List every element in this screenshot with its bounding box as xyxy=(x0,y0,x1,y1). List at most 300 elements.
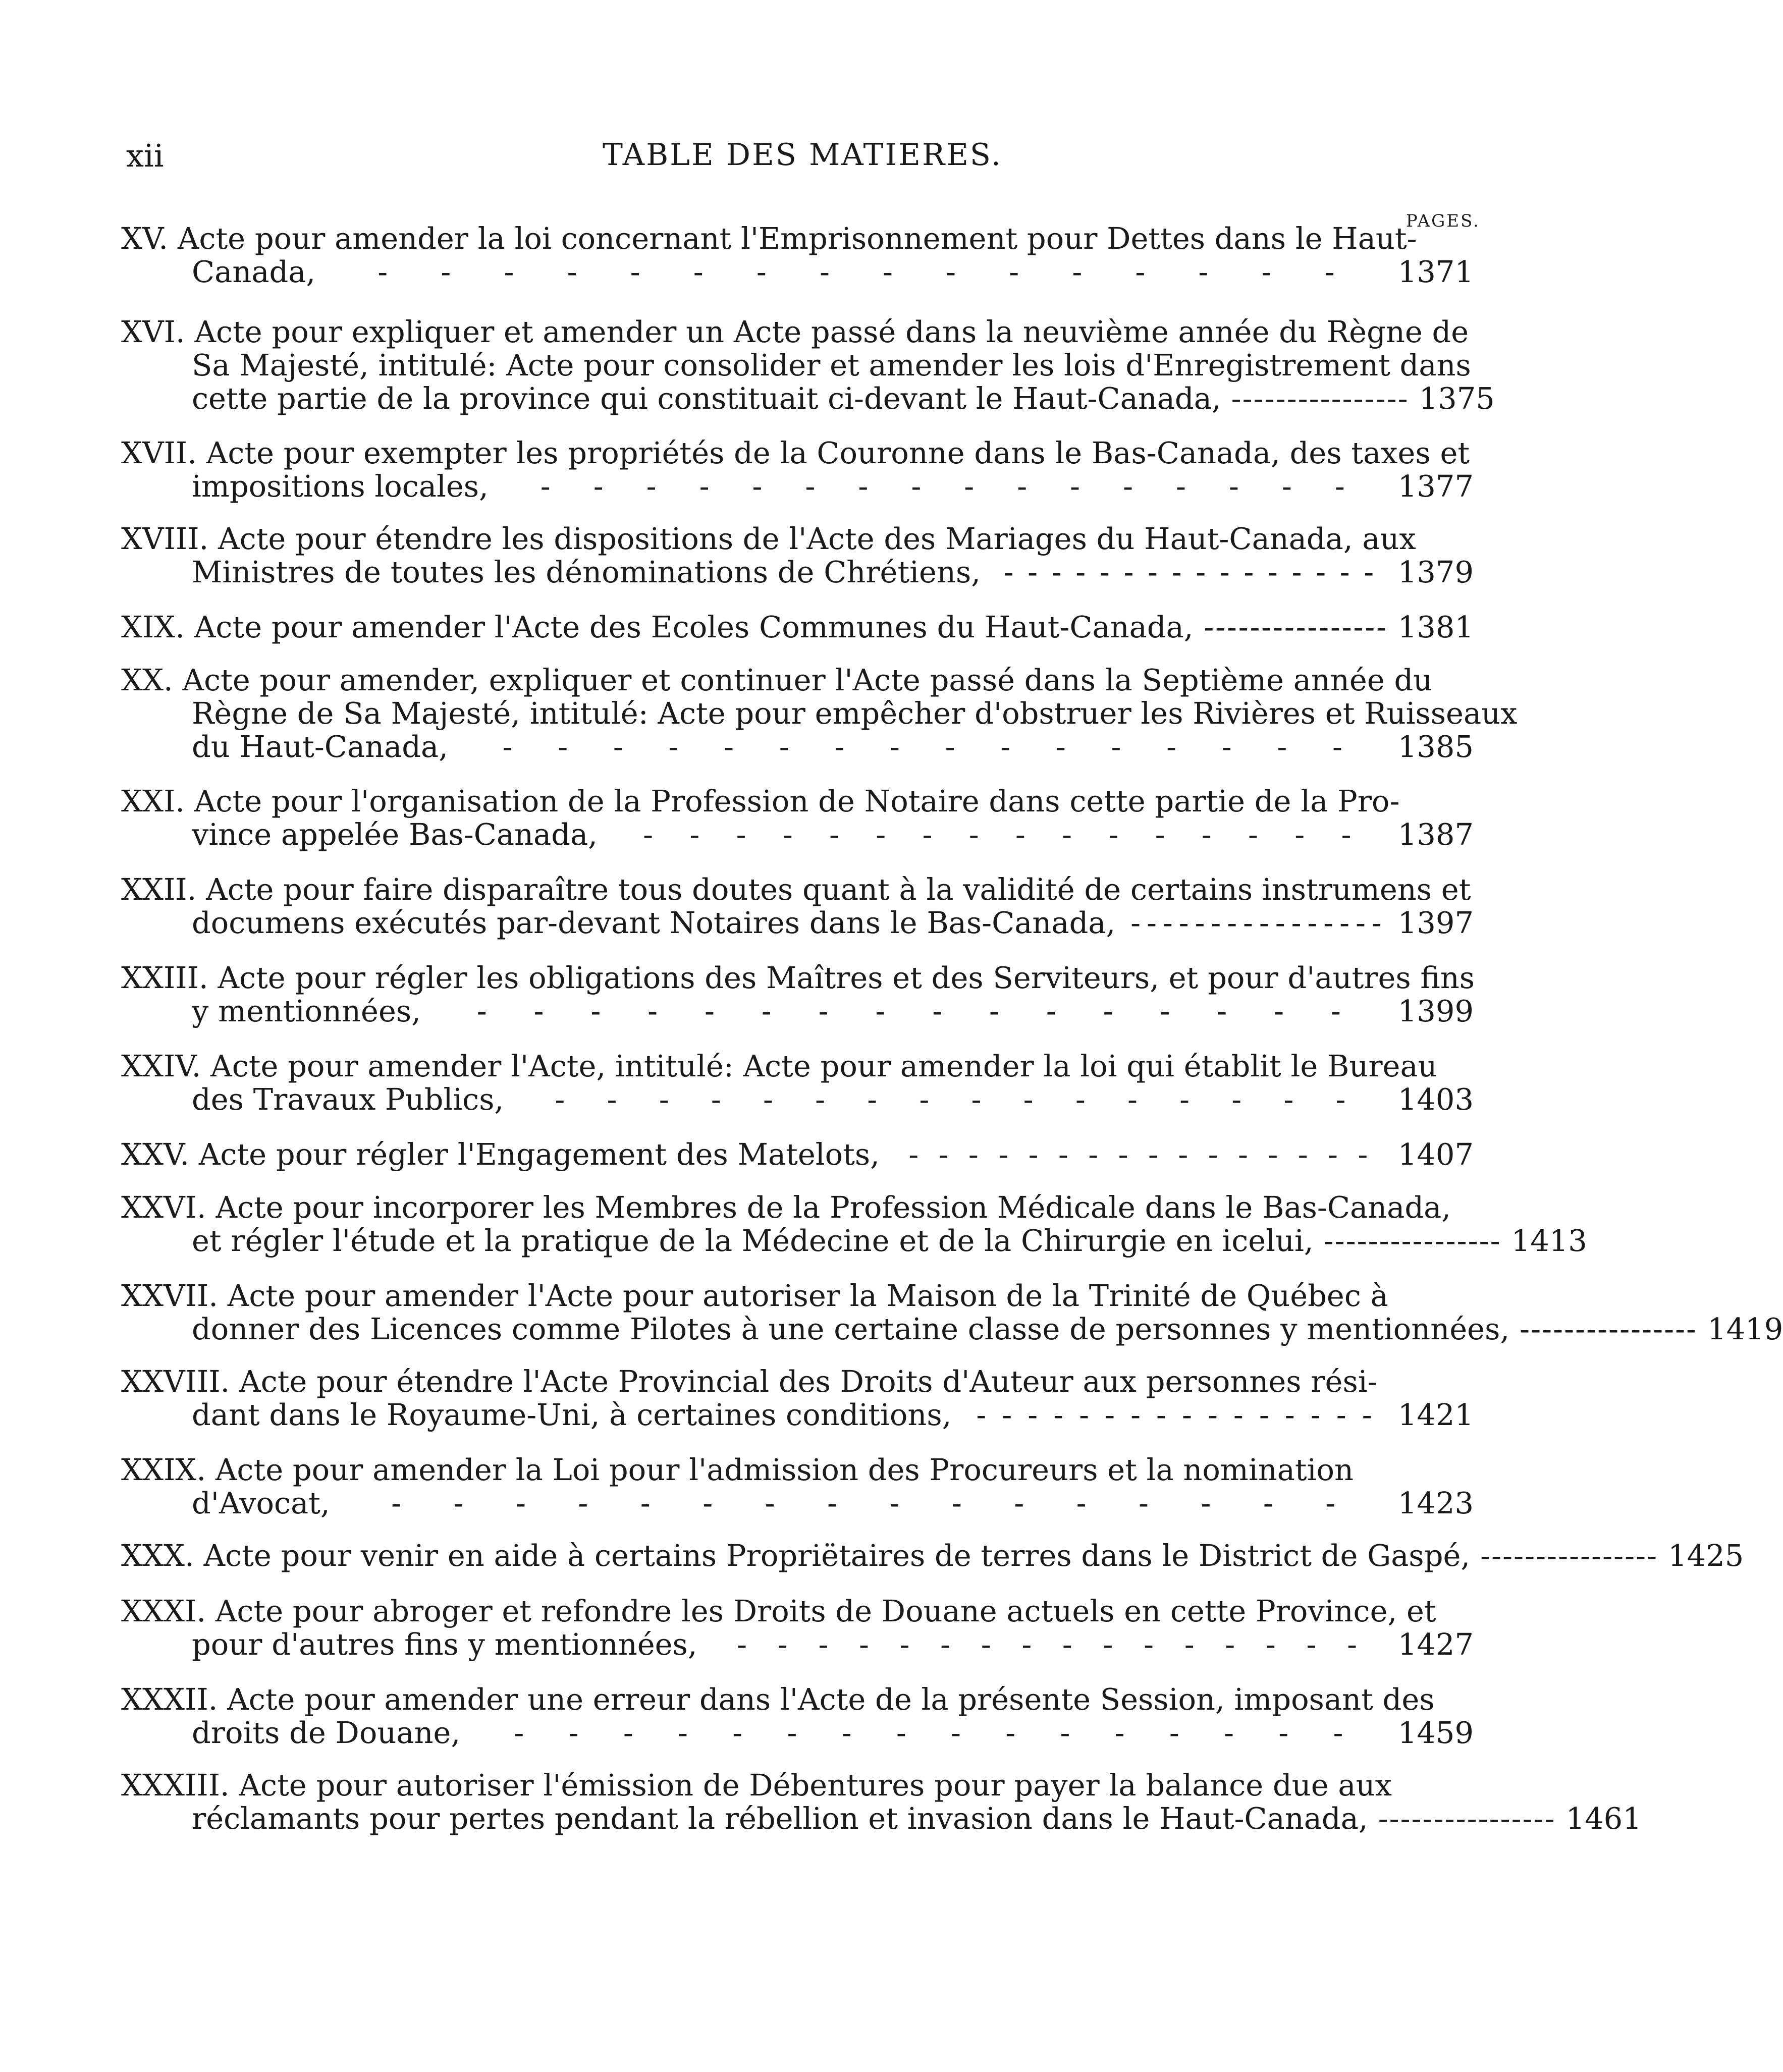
leader-dash: - xyxy=(1219,555,1230,589)
leader-dash: - xyxy=(1259,905,1269,940)
leader-dash: - xyxy=(1217,994,1227,1028)
leader-dash: - xyxy=(908,1137,919,1172)
leader-dash: - xyxy=(989,994,999,1028)
leader-dash: - xyxy=(643,817,654,852)
leader-dash: - xyxy=(1533,1801,1544,1836)
leader-dash: - xyxy=(964,469,975,504)
leader-dash: - xyxy=(1264,381,1275,416)
leader-dash: - xyxy=(1114,1715,1125,1750)
page-number[interactable]: 1461 xyxy=(1565,1801,1642,1836)
leader-dash: - xyxy=(858,1627,869,1662)
dot-leader xyxy=(504,1083,1398,1116)
leader-dash: - xyxy=(1169,1715,1179,1750)
leader-dash: - xyxy=(593,469,604,504)
leader-dash: - xyxy=(819,254,830,289)
entry-title-line: Acte pour faire disparaître tous doutes quant à la validité de certains instrumens et xyxy=(206,872,1471,907)
leader-dash: - xyxy=(1053,1397,1064,1432)
leader-dash: - xyxy=(945,729,955,764)
leader-dash: - xyxy=(1181,1397,1192,1432)
leader-dash: - xyxy=(1467,1801,1477,1836)
leader-dash: - xyxy=(896,1715,906,1750)
chapter-number: XXIV. xyxy=(121,1049,211,1083)
leader-dash: - xyxy=(647,994,658,1028)
leader-dash: - xyxy=(1211,905,1221,940)
leader-dash: - xyxy=(1480,1538,1491,1573)
toc-entry[interactable] xyxy=(121,611,1474,644)
entry-last-line xyxy=(121,1398,1474,1432)
leader-dash: - xyxy=(1336,1397,1346,1432)
page-number[interactable]: 1407 xyxy=(1397,1137,1474,1172)
entry-last-line xyxy=(121,730,1474,764)
entry-first-line xyxy=(121,1279,1474,1313)
leader-dash: - xyxy=(736,817,746,852)
leader-dash: - xyxy=(1389,1801,1399,1836)
leader-dash: - xyxy=(1386,381,1397,416)
leader-dash: - xyxy=(1228,469,1239,504)
page-number[interactable]: 1423 xyxy=(1397,1486,1474,1520)
leader-dash: - xyxy=(1268,1137,1278,1172)
entry-title-line: Acte pour amender la Loi pour l'admission des Procureurs et la nomination xyxy=(215,1452,1354,1487)
leader-dash: - xyxy=(938,1137,949,1172)
dot-leader xyxy=(598,818,1398,851)
leader-dash: - xyxy=(1284,610,1294,644)
dot-leader xyxy=(489,470,1398,503)
chapter-number: XXIII. xyxy=(121,960,218,995)
leader-dash: - xyxy=(1675,1312,1686,1346)
leader-dash: - xyxy=(1003,555,1014,589)
leader-dash: - xyxy=(1283,1082,1294,1117)
leader-dash: - xyxy=(1198,254,1209,289)
leader-dash: - xyxy=(1201,817,1212,852)
leader-dash: - xyxy=(1310,1397,1321,1432)
leader-dash: - xyxy=(1295,610,1306,644)
entry-title-line: Acte pour amender la loi concernant l'Emprisonnement pour Dettes dans le Haut- xyxy=(177,221,1417,256)
leader-dash: - xyxy=(1275,905,1285,940)
leader-dash: - xyxy=(1444,1801,1455,1836)
leader-dash: - xyxy=(1345,1223,1356,1258)
leader-dash: - xyxy=(1146,905,1157,940)
leader-dash: - xyxy=(1105,1397,1115,1432)
leader-dash: - xyxy=(1522,1801,1533,1836)
leader-dash: - xyxy=(805,469,816,504)
leader-dash: - xyxy=(1055,729,1066,764)
leader-dash: - xyxy=(1531,1312,1541,1346)
entry-title-line: Acte pour expliquer et amender un Acte passé dans la neuvième année du Règne de xyxy=(194,314,1469,349)
page-number[interactable]: 1387 xyxy=(1397,817,1474,852)
leader-dash: - xyxy=(1379,1223,1389,1258)
leader-dash: - xyxy=(834,729,845,764)
page-number[interactable]: 1399 xyxy=(1397,994,1474,1028)
entry-title-line: Acte pour amender l'Acte pour autoriser la Maison de la Trinité de Québec à xyxy=(227,1278,1388,1313)
leader-dash: - xyxy=(1586,1312,1597,1346)
entry-first-line xyxy=(121,1683,1474,1716)
leader-dash: - xyxy=(1072,254,1083,289)
leader-dash: - xyxy=(1226,610,1237,644)
leader-dash: - xyxy=(1434,1223,1445,1258)
page-number[interactable]: 1375 xyxy=(1419,381,1495,416)
leader-dash: - xyxy=(1298,381,1308,416)
leader-dash: - xyxy=(1250,610,1260,644)
toc-entry[interactable] xyxy=(121,314,1495,416)
entry-title-end: du Haut-Canada, xyxy=(192,729,448,764)
toc-entry[interactable] xyxy=(121,1050,1474,1116)
leader-dash: - xyxy=(1339,555,1350,589)
leader-dash: - xyxy=(1491,1538,1502,1573)
leader-dash: - xyxy=(590,994,601,1028)
leader-dash: - xyxy=(1330,610,1340,644)
chapter-number: XXVII. xyxy=(121,1278,228,1313)
running-title: TABLE DES MATIERES. xyxy=(603,137,1002,173)
folio-number: xii xyxy=(126,137,164,174)
leader-dash: - xyxy=(976,1397,987,1432)
entry-last-line xyxy=(121,1083,1474,1116)
leader-dash: - xyxy=(441,254,451,289)
leader-dash: - xyxy=(1376,610,1386,644)
leader-dash: - xyxy=(689,817,700,852)
leader-dash: - xyxy=(1196,555,1206,589)
leader-dash: - xyxy=(1051,555,1062,589)
page-number[interactable]: 1377 xyxy=(1397,469,1474,504)
entry-title-line: Acte pour amender l'Acte, intitulé: Acte pour amender la loi qui établit le Bureau xyxy=(210,1049,1437,1083)
leader-dash: - xyxy=(867,1082,878,1117)
leader-dash: - xyxy=(1339,905,1350,940)
leader-dash: - xyxy=(1273,610,1283,644)
entry-last-line xyxy=(121,1716,1474,1750)
leader-dash: - xyxy=(1238,610,1249,644)
entry-title-end: impositions locales, xyxy=(192,469,489,504)
leader-dash: - xyxy=(1332,729,1342,764)
leader-dash: - xyxy=(1401,1223,1412,1258)
entry-title-line: Acte pour étendre l'Acte Provincial des Droits d'Auteur aux personnes rési- xyxy=(239,1364,1378,1399)
leader-dash: - xyxy=(555,1082,565,1117)
leader-dash: - xyxy=(1118,1137,1128,1172)
leader-dash: - xyxy=(1514,1538,1524,1573)
dot-leader xyxy=(448,730,1398,764)
leader-dash: - xyxy=(1155,817,1165,852)
entry-middle-line: Règne de Sa Majesté, intitulé: Acte pour empêcher d'obstruer les Rivières et Ruisseaux xyxy=(192,696,1518,731)
leader-dash: - xyxy=(1619,1312,1630,1346)
leader-dash: - xyxy=(919,1082,930,1117)
leader-dash: - xyxy=(932,994,943,1028)
chapter-number: XXV. xyxy=(121,1137,199,1172)
chapter-number: XV. xyxy=(121,221,178,256)
leader-dash: - xyxy=(1130,1397,1141,1432)
leader-dash: - xyxy=(1330,994,1341,1028)
leader-dash: - xyxy=(1286,381,1297,416)
leader-dash: - xyxy=(1478,1801,1488,1836)
chapter-number: XXXI. xyxy=(121,1594,215,1628)
leader-dash: - xyxy=(613,729,623,764)
leader-dash: - xyxy=(1368,1223,1378,1258)
leader-dash: - xyxy=(889,729,900,764)
leader-dash: - xyxy=(1378,1801,1388,1836)
leader-dash: - xyxy=(1324,254,1335,289)
toc-entry[interactable] xyxy=(121,1538,1744,1573)
leader-dash: - xyxy=(1686,1312,1697,1346)
leader-dash: - xyxy=(1148,555,1158,589)
leader-dash: - xyxy=(1278,1715,1289,1750)
leader-dash: - xyxy=(1215,610,1226,644)
entry-last-line xyxy=(121,1628,1474,1661)
page-number[interactable]: 1413 xyxy=(1511,1223,1587,1258)
toc-entry[interactable] xyxy=(121,437,1474,503)
leader-dash: - xyxy=(968,1137,979,1172)
leader-dash: - xyxy=(1267,555,1278,589)
dot-leader xyxy=(981,556,1398,589)
entry-title-end: des Travaux Publics, xyxy=(192,1082,504,1117)
leader-dash: - xyxy=(818,1627,829,1662)
leader-dash: - xyxy=(946,254,956,289)
leader-dash: - xyxy=(476,994,487,1028)
leader-dash: - xyxy=(1412,1223,1423,1258)
entry-last-line xyxy=(121,1223,1587,1258)
entry-title-end: y mentionnées, xyxy=(192,994,421,1028)
leader-dash: - xyxy=(567,254,577,289)
leader-dash: - xyxy=(1281,469,1292,504)
entry-first-line xyxy=(121,1050,1474,1083)
leader-dash: - xyxy=(630,254,640,289)
entry-first-line xyxy=(121,222,1474,255)
leader-dash: - xyxy=(858,469,869,504)
toc-entry[interactable] xyxy=(121,663,1518,764)
leader-dash: - xyxy=(1201,1486,1211,1520)
leader-dash: - xyxy=(1479,1223,1489,1258)
page-number[interactable]: 1419 xyxy=(1707,1312,1783,1346)
leader-dash: - xyxy=(1325,1486,1336,1520)
leader-dash: - xyxy=(1111,729,1121,764)
toc-entry[interactable] xyxy=(121,522,1474,589)
leader-dash: - xyxy=(1580,1538,1591,1573)
leader-dash: - xyxy=(703,1486,713,1520)
entry-last-line xyxy=(121,995,1474,1028)
page-number[interactable]: 1379 xyxy=(1397,555,1474,589)
leader-dash: - xyxy=(1244,555,1254,589)
dot-leader xyxy=(951,1398,1397,1432)
leader-dash: - xyxy=(1375,381,1386,416)
leader-dash: - xyxy=(883,254,893,289)
leader-dash: - xyxy=(1333,1715,1343,1750)
leader-dash: - xyxy=(889,1486,900,1520)
chapter-number: XXXII. xyxy=(121,1682,228,1717)
leader-dash: - xyxy=(578,1486,588,1520)
page-number[interactable]: 1381 xyxy=(1397,610,1474,644)
entry-title-end: d'Avocat, xyxy=(192,1486,330,1520)
leader-dash: - xyxy=(1536,1538,1546,1573)
leader-dash: - xyxy=(1062,1627,1072,1662)
toc-entry[interactable] xyxy=(121,1365,1474,1432)
leader-dash: - xyxy=(1139,1486,1149,1520)
toc-entry[interactable] xyxy=(121,873,1474,940)
leader-dash: - xyxy=(1009,254,1019,289)
toc-entry[interactable] xyxy=(121,1683,1474,1750)
leader-dash: - xyxy=(1323,1223,1334,1258)
leader-dash: - xyxy=(782,817,793,852)
leader-dash: - xyxy=(1653,1312,1663,1346)
leader-dash: - xyxy=(841,1715,852,1750)
leader-dash: - xyxy=(607,1082,617,1117)
leader-dash: - xyxy=(1075,1082,1086,1117)
pages-column-label: PAGES. xyxy=(1406,211,1480,231)
toc-entry[interactable] xyxy=(121,1595,1474,1661)
leader-dash: - xyxy=(1544,1801,1555,1836)
leader-dash: - xyxy=(968,817,979,852)
leader-dash: - xyxy=(1309,381,1319,416)
leader-dash: - xyxy=(1636,1538,1646,1573)
leader-dash: - xyxy=(1103,1627,1113,1662)
leader-dash: - xyxy=(1204,610,1214,644)
leader-dash: - xyxy=(724,729,734,764)
entry-first-line xyxy=(121,315,1474,349)
entry-title-end: droits de Douane, xyxy=(192,1715,461,1750)
page-number[interactable]: 1421 xyxy=(1397,1397,1474,1432)
leader-dash: - xyxy=(1208,1137,1218,1172)
entry-title-end: Acte pour régler l'Engagement des Matelots, xyxy=(198,1137,880,1172)
leader-dash: - xyxy=(391,1486,402,1520)
entry-title-end: Ministres de toutes les dénominations de Chrétiens, xyxy=(192,555,981,589)
toc-entry[interactable] xyxy=(121,222,1474,289)
entry-last-line xyxy=(121,1801,1642,1836)
leader-dash: - xyxy=(1070,469,1080,504)
toc-entry[interactable] xyxy=(121,785,1474,851)
entry-last-line xyxy=(121,470,1474,503)
leader-dash: - xyxy=(1353,381,1364,416)
leader-dash: - xyxy=(1323,905,1334,940)
leader-dash: - xyxy=(1371,905,1382,940)
entry-last-line xyxy=(121,1487,1474,1520)
entry-middle-line: Sa Majesté, intitulé: Acte pour consolider et amender les lois d'Enregistrement dans xyxy=(192,348,1471,383)
entry-title-end: réclamants pour pertes pendant la rébellion et invasion dans le Haut-Canada, xyxy=(192,1801,1368,1836)
leader-dash: - xyxy=(568,1715,579,1750)
dot-leader xyxy=(880,1138,1398,1171)
leader-dash: - xyxy=(1511,1801,1522,1836)
leader-dash: - xyxy=(1298,1137,1308,1172)
leader-dash: - xyxy=(1195,905,1205,940)
leader-dash: - xyxy=(1144,1627,1154,1662)
leader-dash: - xyxy=(1046,994,1056,1028)
leader-dash: - xyxy=(1231,381,1241,416)
leader-dash: - xyxy=(951,1715,961,1750)
leader-dash: - xyxy=(1284,1397,1295,1432)
entry-title-line: Acte pour incorporer les Membres de la Profession Médicale dans le Bas-Canada, xyxy=(215,1190,1451,1225)
page-number[interactable]: 1371 xyxy=(1397,254,1474,289)
leader-dash: - xyxy=(1423,1223,1434,1258)
chapter-number: XXXIII. xyxy=(121,1768,239,1803)
leader-dash: - xyxy=(540,469,551,504)
leader-dash: - xyxy=(761,994,772,1028)
toc-entry[interactable] xyxy=(121,1453,1474,1520)
leader-dash: - xyxy=(1411,1801,1422,1836)
leader-dash: - xyxy=(1456,1223,1467,1258)
leader-dash: - xyxy=(1062,817,1072,852)
leader-dash: - xyxy=(777,1627,788,1662)
leader-dash: - xyxy=(899,1627,910,1662)
leader-dash: - xyxy=(1076,1486,1087,1520)
leader-dash: - xyxy=(1015,817,1025,852)
leader-dash: - xyxy=(693,254,704,289)
entry-title-line: Acte pour étendre les dispositions de l'Acte des Mariages du Haut-Canada, aux xyxy=(218,521,1416,556)
leader-dash: - xyxy=(1099,555,1110,589)
leader-dash: - xyxy=(1502,1538,1513,1573)
leader-dash: - xyxy=(1274,994,1284,1028)
entry-first-line xyxy=(121,664,1474,697)
page-number[interactable]: 1385 xyxy=(1397,729,1474,764)
toc-entry[interactable] xyxy=(121,1768,1642,1836)
leader-dash: - xyxy=(1647,1538,1657,1573)
leader-dash: - xyxy=(1058,1137,1068,1172)
entry-title-line: Acte pour amender, expliquer et continuer l'Acte passé dans la Septième année du xyxy=(182,663,1433,697)
leader-dash: - xyxy=(940,1627,951,1662)
leader-dash: - xyxy=(1490,1223,1500,1258)
leader-dash: - xyxy=(1248,817,1258,852)
toc-entry[interactable] xyxy=(121,1138,1474,1171)
entry-first-line xyxy=(121,873,1474,906)
leader-dash: - xyxy=(1334,469,1345,504)
page-number[interactable]: 1425 xyxy=(1668,1538,1744,1573)
leader-dash: - xyxy=(1017,469,1028,504)
leader-dash: - xyxy=(1075,555,1086,589)
leader-dash: - xyxy=(1130,905,1141,940)
leader-dash: - xyxy=(1347,1627,1357,1662)
entry-title-end: Acte pour venir en aide à certains Propriëtaires de terres dans le District de Gaspé, xyxy=(203,1538,1471,1573)
leader-dash: - xyxy=(1103,994,1113,1028)
leader-dash: - xyxy=(646,469,657,504)
dot-leader xyxy=(1470,1539,1668,1572)
entry-last-line xyxy=(121,255,1474,289)
entry-last-line xyxy=(121,381,1495,416)
entry-first-line xyxy=(121,1191,1474,1224)
leader-dash: - xyxy=(1023,1082,1034,1117)
leader-dash: - xyxy=(1156,1397,1166,1432)
page-number[interactable]: 1459 xyxy=(1397,1715,1474,1750)
leader-dash: - xyxy=(1160,994,1170,1028)
leader-dash: - xyxy=(1000,729,1011,764)
entry-first-line xyxy=(121,1453,1474,1487)
chapter-number: XVIII. xyxy=(121,521,219,556)
leader-dash: - xyxy=(1328,1137,1338,1172)
leader-dash: - xyxy=(1028,1137,1039,1172)
leader-dash: - xyxy=(1631,1312,1641,1346)
leader-dash: - xyxy=(1335,1082,1346,1117)
leader-dash: - xyxy=(1320,381,1330,416)
entry-title-end: dant dans le Royaume-Uni, à certaines conditions, xyxy=(192,1397,952,1432)
page-number[interactable]: 1397 xyxy=(1397,905,1474,940)
dot-leader xyxy=(421,995,1398,1028)
toc-entry[interactable] xyxy=(121,1190,1587,1258)
toc-entry[interactable] xyxy=(121,1278,1783,1346)
page-number[interactable]: 1403 xyxy=(1397,1082,1474,1117)
leader-dash: - xyxy=(699,469,710,504)
leader-dash: - xyxy=(1176,469,1186,504)
entry-last-line xyxy=(121,1312,1783,1346)
leader-dash: - xyxy=(1028,1397,1038,1432)
entry-title-end: pour d'autres fins y mentionnées, xyxy=(192,1627,697,1662)
chapter-number: XXI. xyxy=(121,784,194,819)
leader-dash: - xyxy=(1455,1801,1466,1836)
chapter-number: XXIX. xyxy=(121,1452,215,1487)
toc-entry[interactable] xyxy=(121,961,1474,1028)
leader-dash: - xyxy=(678,1715,688,1750)
leader-dash: - xyxy=(1221,729,1232,764)
leader-dash: - xyxy=(875,994,886,1028)
chapter-number: XIX. xyxy=(121,610,194,644)
chapter-number: XXX. xyxy=(121,1538,204,1573)
leader-dash: - xyxy=(1224,1715,1234,1750)
leader-dash: - xyxy=(1028,555,1038,589)
page-number[interactable]: 1427 xyxy=(1397,1627,1474,1662)
dot-leader xyxy=(1509,1313,1707,1346)
leader-dash: - xyxy=(623,1715,633,1750)
leader-dash: - xyxy=(1397,381,1408,416)
